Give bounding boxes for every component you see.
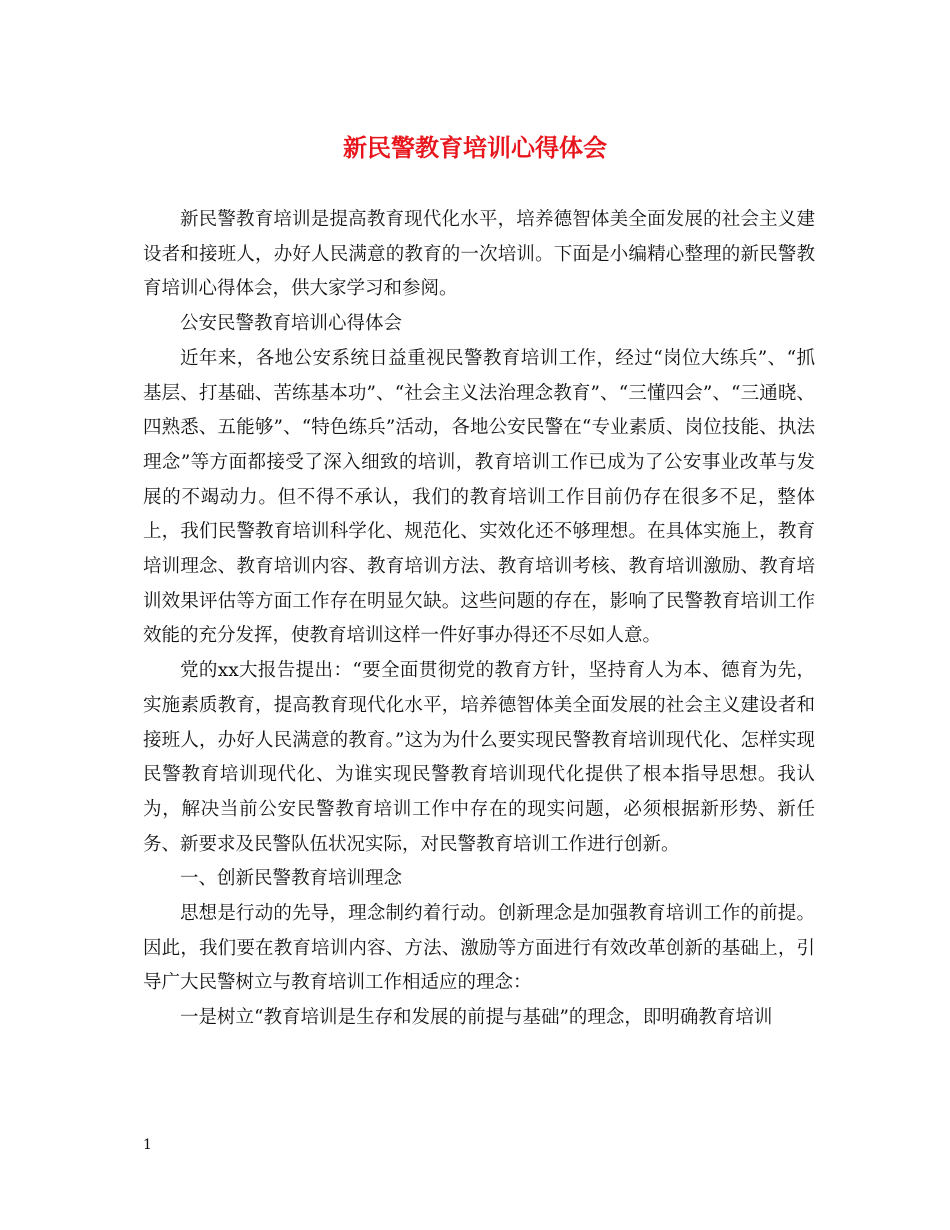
paragraph-intro: 新民警教育培训是提高教育现代化水平，培养德智体美全面发展的社会主义建设者和接班人，办好人民满意的教育的一次培训。下面是小编精心整理的新民警教育培训心得体会，供大家学习和参阅。 bbox=[143, 209, 815, 300]
paragraph-first-point: 一是树立“教育培训是生存和发展的前提与基础”的理念，即明确教育培训 bbox=[180, 1007, 773, 1029]
paragraph-background: 近年来，各地公安系统日益重视民警教育培训工作，经过“岗位大练兵”、“抓基层、打基础、苦练基本功”、“社会主义法治理念教育”、“三懂四会”、“三通晓、四熟悉、五能够”、“特色练兵”活动，各地公安民警在“专业素质、岗位技能、执法理念”等方面都接受了深入细致的培训，教育培训工作已成为了公安事业改革与发展的不竭动力。但不得不承认，我们的教育培训工作目前仍存在很多不足，整体上，我们民警教育培训科学化、规范化、实效化还不够理想。在具体实施上，教育培训理念、教育培训内容、教育培训方法、教育培训考核、教育培训激励、教育培训效果评估等方面工作存在明显欠缺。这些问题的存在，影响了民警教育培训工作效能的充分发挥，使教育培训这样一件好事办得还不尽如人意。 bbox=[143, 347, 815, 647]
document-title: 新民警教育培训心得体会 bbox=[343, 133, 607, 162]
page-number: 1 bbox=[143, 1137, 152, 1153]
document-body bbox=[143, 203, 815, 1036]
paragraph-subtitle: 公安民警教育培训心得体会 bbox=[180, 313, 403, 335]
paragraph-section-heading: 一、创新民警教育培训理念 bbox=[180, 868, 403, 890]
paragraph-concept: 思想是行动的先导，理念制约着行动。创新理念是加强教育培训工作的前提。因此，我们要在教育培训内容、方法、激励等方面进行有效改革创新的基础上，引导广大民警树立与教育培训工作相适应的理念： bbox=[143, 903, 815, 994]
paragraph-report-quote: 党的xx大报告提出：“要全面贯彻党的教育方针，坚持育人为本、德育为先，实施素质教育，提高教育现代化水平，培养德智体美全面发展的社会主义建设者和接班人，办好人民满意的教育。”这为为什么要实现民警教育培训现代化、怎样实现民警教育培训现代化、为谁实现民警教育培训现代化提供了根本指导思想。我认为，解决当前公安民警教育培训工作中存在的现实问题，必须根据新形势、新任务、新要求及民警队伍状况实际，对民警教育培训工作进行创新。 bbox=[143, 660, 815, 855]
